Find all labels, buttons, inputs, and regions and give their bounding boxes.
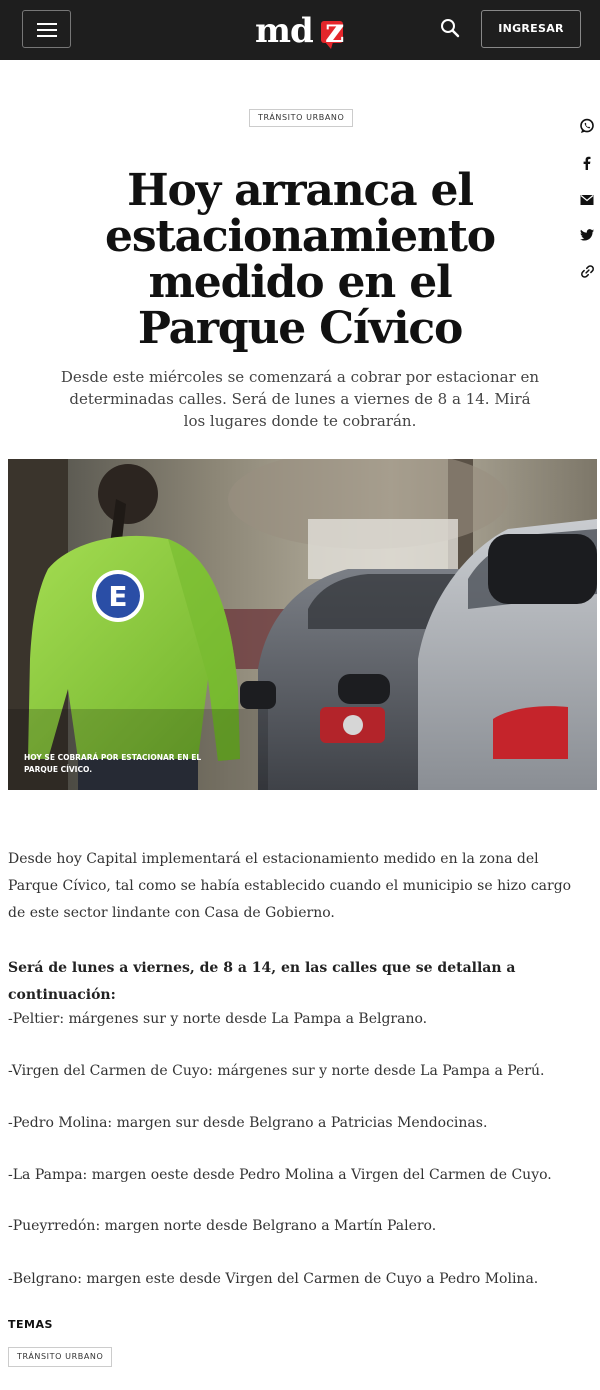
article-title: Hoy arranca el estacionamiento medido en el Parque Cívico (105, 165, 495, 354)
article-subtitle: Desde este miércoles se comenzará a cobrar por estacionar en determinadas calles. Será de lunes a viernes de 8 a 14. Mirá los lugares donde te cobrarán. (60, 368, 540, 430)
hamburger-icon (37, 23, 57, 25)
logo-text: md (255, 11, 313, 51)
street-list-item: -Pedro Molina: margen sur desde Belgrano a Patricias Mendocinas. (8, 1115, 488, 1131)
top-navigation-bar (0, 0, 600, 60)
facebook-icon[interactable] (576, 152, 598, 174)
mdz-logo[interactable] (255, 11, 345, 51)
whatsapp-icon[interactable] (576, 115, 598, 137)
email-icon[interactable] (576, 189, 598, 211)
street-list-item: -Peltier: márgenes sur y norte desde La Pampa a Belgrano. (8, 1011, 428, 1027)
parking-attendant-photo (8, 459, 597, 790)
svg-text:E: E (108, 580, 128, 613)
street-list-item: -Pueyrredón: margen norte desde Belgrano a Martín Palero. (8, 1218, 437, 1234)
article-paragraph: Desde hoy Capital implementará el estacionamiento medido en la zona del Parque Cívico, tal como se había establecido cuando el municipio se hizo cargo de este sector lindante con Casa de Gobierno. (8, 851, 572, 921)
street-list-item: -Belgrano: margen este desde Virgen del Carmen de Cuyo a Pedro Molina. (8, 1271, 539, 1287)
hero-image (8, 459, 597, 790)
street-list-item: -La Pampa: margen oeste desde Pedro Molina a Virgen del Carmen de Cuyo. (8, 1167, 552, 1183)
twitter-icon[interactable] (576, 224, 598, 246)
link-icon[interactable] (576, 260, 598, 282)
search-icon[interactable] (440, 18, 460, 38)
menu-button[interactable] (22, 10, 71, 48)
topic-tag[interactable]: TRÁNSITO URBANO (8, 1347, 112, 1367)
topics-heading: TEMAS (8, 1318, 53, 1331)
category-tag[interactable]: TRÁNSITO URBANO (249, 109, 353, 127)
logo-z: z (325, 11, 345, 51)
street-list-item: -Virgen del Carmen de Cuyo: márgenes sur y norte desde La Pampa a Perú. (8, 1063, 545, 1079)
image-caption: HOY SE COBRARÁ POR ESTACIONAR EN EL PARQUE CÍVICO. (24, 753, 202, 774)
article-paragraph-bold: Será de lunes a viernes, de 8 a 14, en las calles que se detallan a continuación: (8, 960, 516, 1003)
login-button[interactable]: INGRESAR (481, 10, 581, 48)
